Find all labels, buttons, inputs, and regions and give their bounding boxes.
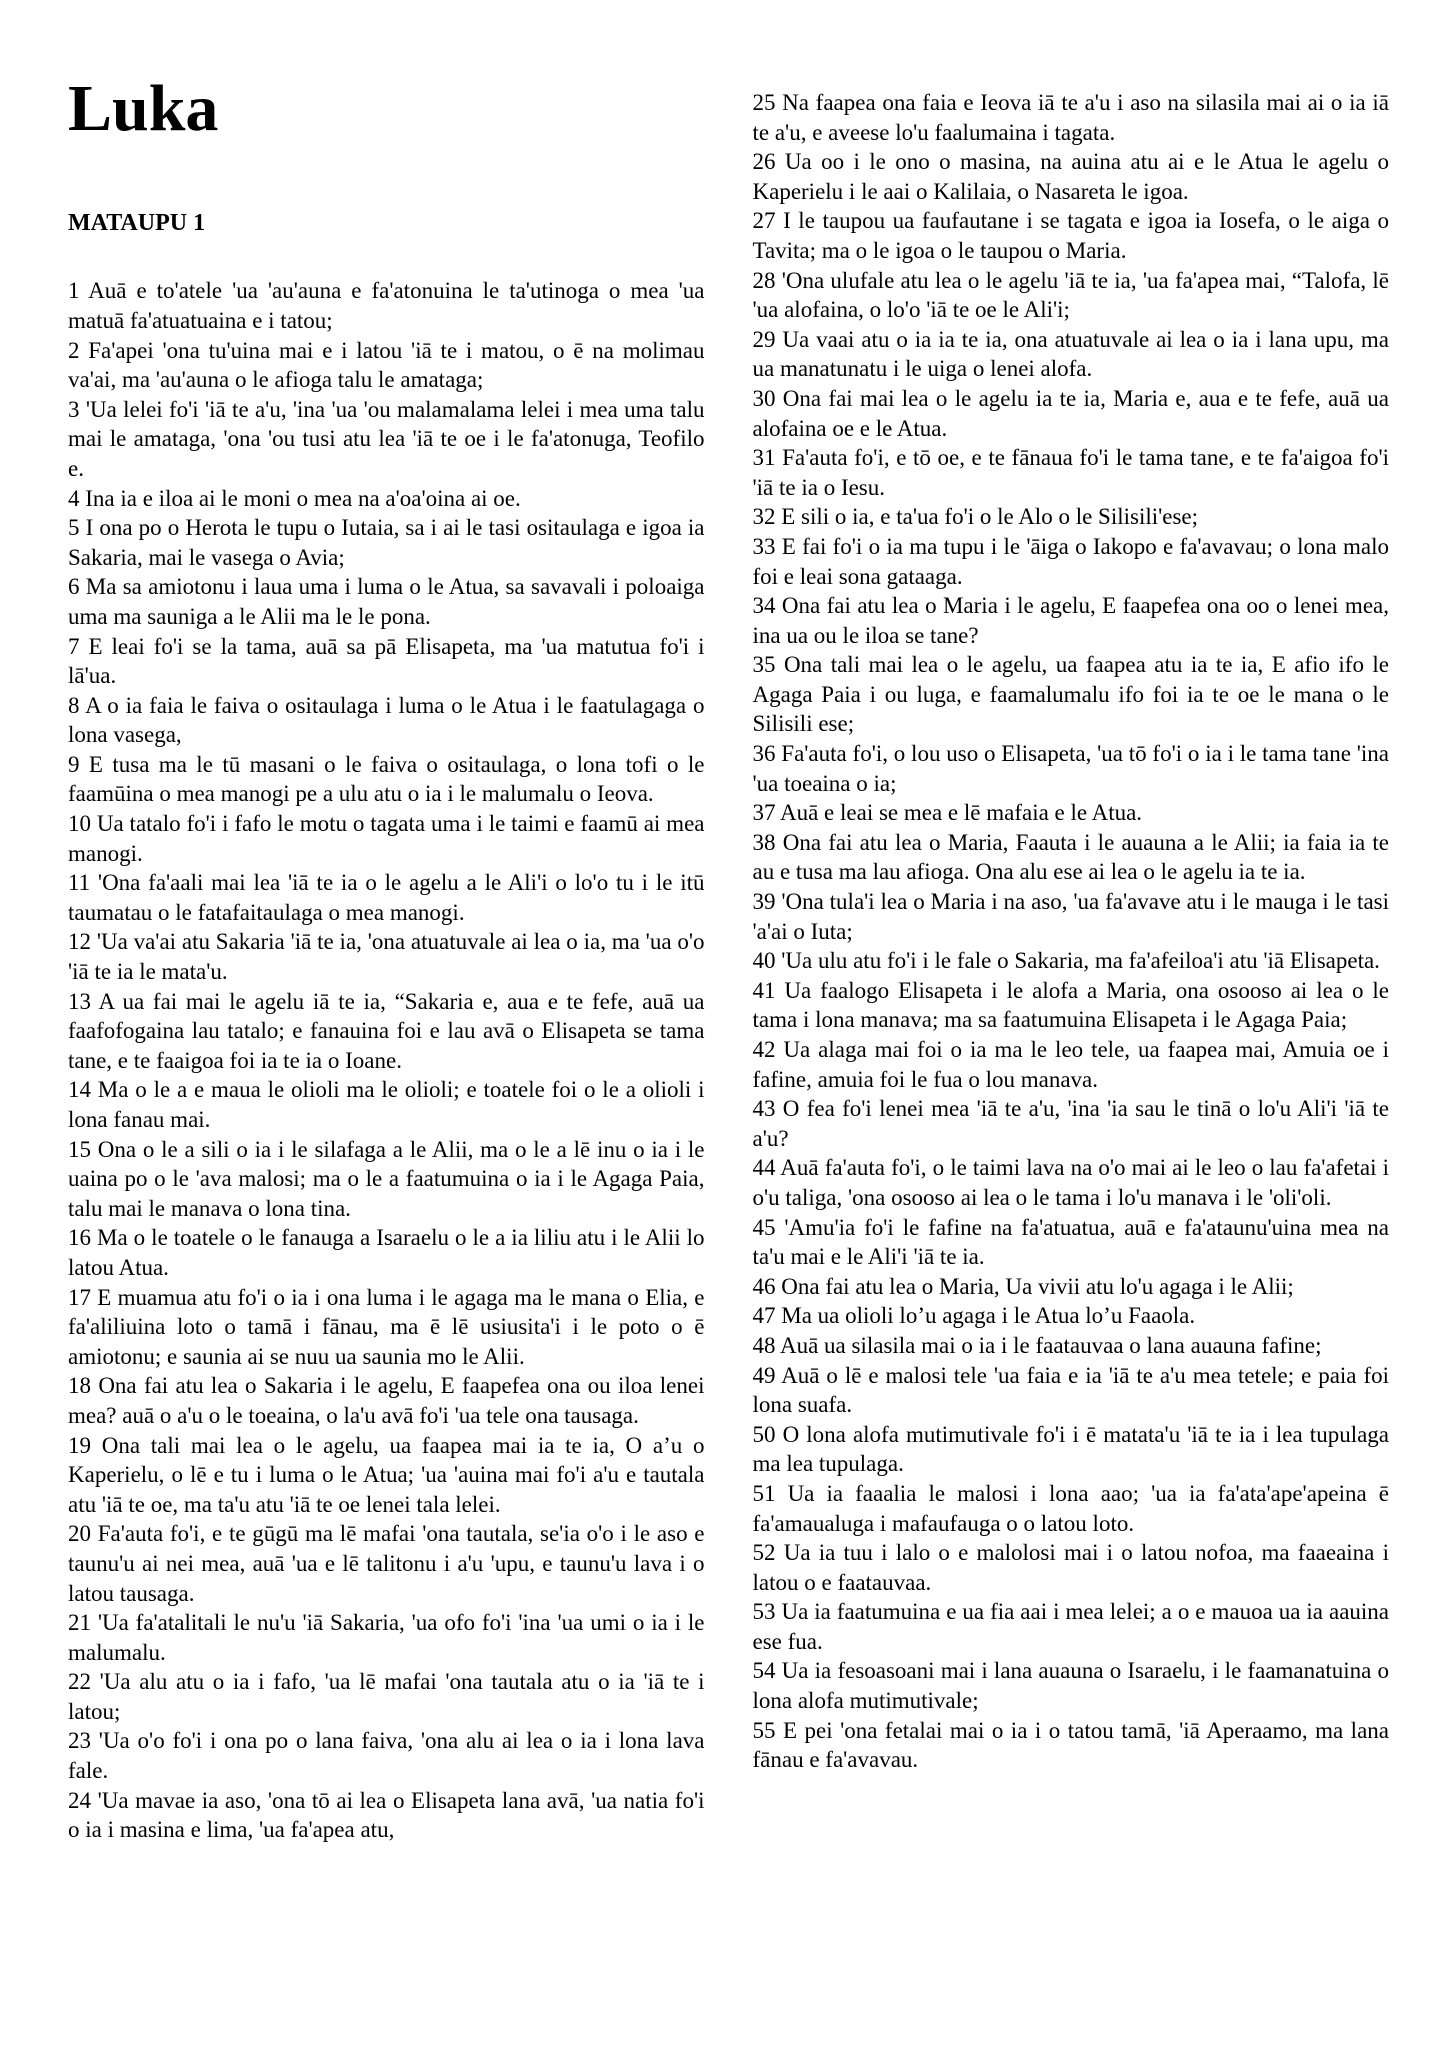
verse-21: 21 'Ua fa'atalitali le nu'u 'iā Sakaria, 'ua ofo fo'i 'ina 'ua umi o ia i le malumalu. xyxy=(68,1610,705,1665)
verse-24: 24 'Ua mavae ia aso, 'ona tō ai lea o Elisapeta lana avā, 'ua natia fo'i o ia i masina e lima, 'ua fa'apea atu, xyxy=(68,1787,705,1843)
verse-41: 41 Ua faalogo Elisapeta i le alofa a Maria, ona osooso ai lea o le tama i lona manava; ma sa faatumuina Elisapeta i le Agaga Paia; xyxy=(752,977,1389,1033)
verse-26: 26 Ua oo i le ono o masina, na auina atu ai e le Atua le agelu o Kaperielu i le aai o Kalilaia, o Nasareta le igoa. xyxy=(752,149,1389,204)
verse-3: 3 'Ua lelei fo'i 'iā te a'u, 'ina 'ua 'ou malamalama lelei i mea uma talu mai le amataga, 'ona 'ou tusi atu lea 'iā te oe i le fa'atonuga, Teofilo e. xyxy=(68,396,705,481)
verse-47: 47 Ma ua olioli lo’u agaga i le Atua lo’u Faaola. xyxy=(752,1303,1196,1329)
verse-30: 30 Ona fai mai lea o le agelu ia te ia, Maria e, aua e te fefe, auā ua alofaina oe e le Atua. xyxy=(752,385,1389,441)
verse-52: 52 Ua ia tuu i lalo o e malolosi mai i o latou nofoa, ma faaeaina i latou o e faatauvaa. xyxy=(752,1540,1389,1595)
verse-36: 36 Fa'auta fo'i, o lou uso o Elisapeta, 'ua tō fo'i o ia i le tama tane 'ina 'ua toeaina o ia; xyxy=(752,741,1389,796)
verse-48: 48 Auā ua silasila mai o ia i le faatauvaa o lana auauna fafine; xyxy=(752,1332,1322,1358)
verse-39: 39 'Ona tula'i lea o Maria i na aso, 'ua fa'avave atu i le mauga i le tasi 'a'ai o Iuta; xyxy=(752,889,1389,944)
verse-44: 44 Auā fa'auta fo'i, o le taimi lava na o'o mai ai le leo o lau fa'afetai i o'u taliga, 'ona osooso ai lea o le tama i lo'u manava i le 'oli'oli. xyxy=(752,1155,1389,1210)
verse-5: 5 I ona po o Herota le tupu o Iutaia, sa i ai le tasi ositaulaga e igoa ia Sakaria, mai le vasega o Avia; xyxy=(68,515,705,570)
verse-2: 2 Fa'apei 'ona tu'uina mai e i latou 'iā te i matou, o ē na molimau va'ai, ma 'au'auna o le afioga talu le amataga; xyxy=(68,337,705,393)
verse-7: 7 E leai fo'i se la tama, auā sa pā Elisapeta, ma 'ua matutua fo'i i lā'ua. xyxy=(68,633,705,689)
verse-43: 43 O fea fo'i lenei mea 'iā te a'u, 'ina 'ia sau le tinā o lo'u Ali'i 'iā te a'u? xyxy=(752,1096,1389,1151)
right-column xyxy=(753,48,1390,2048)
verse-15: 15 Ona o le a sili o ia i le silafaga a le Alii, ma o le a lē inu o ia i le uaina po o le 'ava malosi; ma o le a faatumuina o ia i le Agaga Paia, talu mai le manava o lona tina. xyxy=(68,1136,705,1221)
verse-1: 1 Auā e to'atele 'ua 'au'auna e fa'atonuina le ta'utinoga o mea 'ua matuā fa'atuatuaina e i tatou; xyxy=(68,278,705,333)
verse-11: 11 'Ona fa'aali mai lea 'iā te ia o le agelu a le Ali'i o lo'o tu i le itū taumatau o le fatafaitaulaga o mea manogi. xyxy=(68,870,705,925)
verse-4: 4 Ina ia e iloa ai le moni o mea na a'oa'oina ai oe. xyxy=(68,485,521,511)
verse-33: 33 E fai fo'i o ia ma tupu i le 'āiga o Iakopo e fa'avavau; o lona malo foi e leai sona gataaga. xyxy=(752,533,1389,589)
verse-55: 55 E pei 'ona fetalai mai o ia i o tatou tamā, 'iā Aperaamo, ma lana fānau e fa'avavau. xyxy=(752,1717,1389,1773)
verse-6: 6 Ma sa amiotonu i laua uma i luma o le Atua, sa savavali i poloaiga uma ma sauniga a le Alii ma le le pona. xyxy=(68,574,705,629)
verse-8: 8 A o ia faia le faiva o ositaulaga i luma o le Atua i le faatulagaga o lona vasega, xyxy=(68,692,705,748)
verse-29: 29 Ua vaai atu o ia ia te ia, ona atuatuvale ai lea o ia i lana upu, ma ua manatunatu i le uiga o lenei alofa. xyxy=(752,326,1389,382)
verse-23: 23 'Ua o'o fo'i i ona po o lana faiva, 'ona alu ai lea o ia i lona lava fale. xyxy=(68,1728,705,1784)
verse-49: 49 Auā o lē e malosi tele 'ua faia e ia 'iā te a'u mea tetele; e paia foi lona suafa. xyxy=(752,1362,1389,1418)
verse-16: 16 Ma o le toatele o le fanauga a Isaraelu o le a ia liliu atu i le Alii lo latou Atua. xyxy=(68,1225,705,1280)
verses-right xyxy=(753,88,1390,1775)
verse-46: 46 Ona fai atu lea o Maria, Ua vivii atu lo'u agaga i le Alii; xyxy=(752,1273,1294,1299)
verse-31: 31 Fa'auta fo'i, e tō oe, e te fānaua fo'i le tama tane, e te fa'aigoa fo'i 'iā te ia o Iesu. xyxy=(752,445,1389,500)
left-column xyxy=(68,48,705,2048)
verse-19: 19 Ona tali mai lea o le agelu, ua faapea mai ia te ia, O a’u o Kaperielu, o lē e tu i luma o le Atua; 'ua 'auina mai fo'i a'u e tautala atu 'iā te oe, ma ta'u atu 'iā te oe lenei tala lelei. xyxy=(68,1432,705,1517)
verse-54: 54 Ua ia fesoasoani mai i lana auauna o Isaraelu, i le faamanatuina o lona alofa mutimutivale; xyxy=(752,1658,1389,1714)
book-title: Luka xyxy=(68,72,219,145)
verse-14: 14 Ma o le a e maua le olioli ma le olioli; e toatele foi o le a olioli i lona fanau mai. xyxy=(68,1077,705,1133)
verse-51: 51 Ua ia faaalia le malosi i lona aao; 'ua ia fa'ata'ape'apeina ē fa'amaualuga i mafaufauga o o latou loto. xyxy=(752,1480,1389,1536)
chapter-heading: MATAUPU 1 xyxy=(68,210,206,236)
verse-37: 37 Auā e leai se mea e lē mafaia e le Atua. xyxy=(752,800,1143,826)
verse-17: 17 E muamua atu fo'i o ia i ona luma i le agaga ma le mana o Elia, e fa'aliliuina loto o tamā i fānau, ma ē lē usiusita'i i le poto o ē amiotonu; e saunia ai se nuu ua saunia mo le Alii. xyxy=(68,1284,705,1369)
verse-34: 34 Ona fai atu lea o Maria i le agelu, E faapefea ona oo o lenei mea, ina ua ou le iloa se tane? xyxy=(752,593,1389,648)
verse-10: 10 Ua tatalo fo'i i fafo le motu o tagata uma i le taimi e faamū ai mea manogi. xyxy=(68,811,705,866)
verses-left xyxy=(68,276,705,1844)
verse-22: 22 'Ua alu atu o ia i fafo, 'ua lē mafai 'ona tautala atu o ia 'iā te i latou; xyxy=(68,1669,705,1724)
verse-20: 20 Fa'auta fo'i, e te gūgū ma lē mafai 'ona tautala, se'ia o'o i le aso e taunu'u ai nei mea, auā 'ua e lē talitonu i a'u 'upu, e taunu'u lava i o latou tausaga. xyxy=(68,1521,705,1606)
verse-40: 40 'Ua ulu atu fo'i i le fale o Sakaria, ma fa'afeiloa'i atu 'iā Elisapeta. xyxy=(752,948,1380,974)
verse-42: 42 Ua alaga mai foi o ia ma le leo tele, ua faapea mai, Amuia oe i fafine, amuia foi le fua o lou manava. xyxy=(752,1037,1389,1092)
verse-45: 45 'Amu'ia fo'i le fafine na fa'atuatua, auā e fa'ataunu'uina mea na ta'u mai e le Ali'i 'iā te ia. xyxy=(752,1214,1389,1270)
verse-12: 12 'Ua va'ai atu Sakaria 'iā te ia, 'ona atuatuvale ai lea o ia, ma 'ua o'o 'iā te ia le mata'u. xyxy=(68,929,705,985)
verse-38: 38 Ona fai atu lea o Maria, Faauta i le auauna a le Alii; ia faia ia te au e tusa ma lau afioga. Ona alu ese ai lea o le agelu ia te ia. xyxy=(752,829,1389,885)
verse-32: 32 E sili o ia, e ta'ua fo'i o le Alo o le Silisili'ese; xyxy=(752,504,1199,530)
verse-53: 53 Ua ia faatumuina e ua fia aai i mea lelei; a o e mauoa ua ia aauina ese fua. xyxy=(752,1599,1389,1654)
verse-18: 18 Ona fai atu lea o Sakaria i le agelu, E faapefea ona ou iloa lenei mea? auā o a'u o le toeaina, o la'u avā fo'i 'ua tele ona tausaga. xyxy=(68,1373,705,1428)
verse-50: 50 O lona alofa mutimutivale fo'i i ē matata'u 'iā te ia i lea tupulaga ma lea tupulaga. xyxy=(752,1421,1389,1477)
verse-9: 9 E tusa ma le tū masani o le faiva o ositaulaga, o lona tofi o le faamūina o mea manogi pe a ulu atu o ia i le malumalu o Ieova. xyxy=(68,751,705,807)
verse-13: 13 A ua fai mai le agelu iā te ia, “Sakaria e, aua e te fefe, auā ua faafofogaina lau tatalo; e fanauina foi e lau avā o Elisapeta se tama tane, e te faaigoa foi ia te ia o Ioane. xyxy=(68,988,705,1073)
verse-25: 25 Na faapea ona faia e Ieova iā te a'u i aso na silasila mai ai o ia iā te a'u, e aveese lo'u faalumaina i tagata. xyxy=(752,90,1389,145)
verse-28: 28 'Ona ulufale atu lea o le agelu 'iā te ia, 'ua fa'apea mai, “Talofa, lē 'ua alofaina, o lo'o 'iā te oe le Ali'i; xyxy=(752,267,1389,323)
verse-35: 35 Ona tali mai lea o le agelu, ua faapea atu ia te ia, E afio ifo le Agaga Paia i ou luga, e faamalumalu ifo foi ia te oe le mana o le Silisili ese; xyxy=(752,652,1389,737)
verse-27: 27 I le taupou ua faufautane i se tagata e igoa ia Iosefa, o le aiga o Tavita; ma o le igoa o le taupou o Maria. xyxy=(752,208,1389,263)
